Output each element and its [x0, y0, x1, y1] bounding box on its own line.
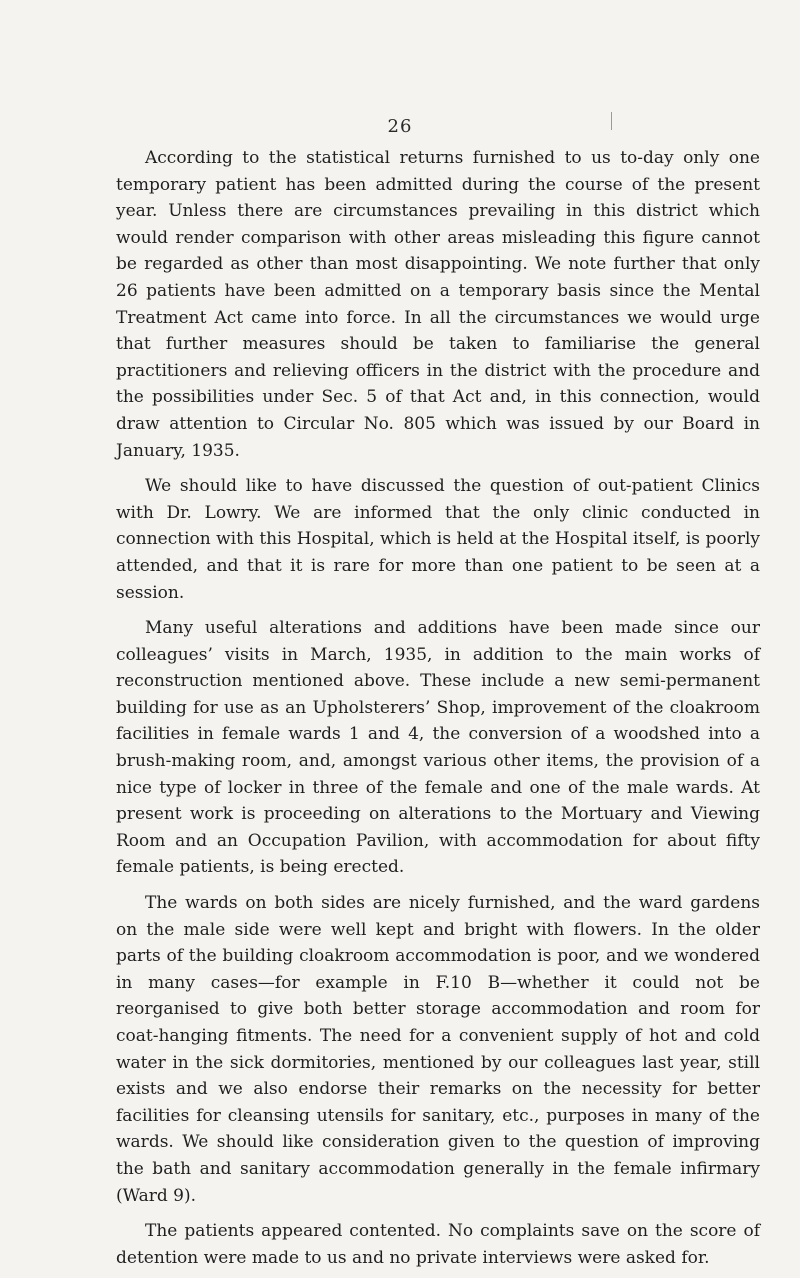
paragraph-patients: The patients appeared contented. No complaints save on the score of detention were made to us and no private interviews were asked for. — [116, 1221, 760, 1268]
paragraph-wards: The wards on both sides are nicely furnished, and the ward gardens on the male side were well kept and bright with flowers. In the older parts of the building cloakroom accommodation is poor, and we wondered in many cases—for example in F.10 B—whether it could not be reorganised to give both better storage accommodation and room for coat-hanging fitments. The need for a convenient supply of hot and cold water in the sick dormitories, mentioned by our colleagues last year, still exists and we also endorse their remarks on the necessity for better facilities for cleansing utensils for sanitary, etc., purposes in many of the wards. We should like consideration given to the question of improving the bath and sanitary accommodation generally in the female infirmary (Ward 9). — [116, 893, 760, 1206]
paragraph-alterations: Many useful alterations and additions have been made since our colleagues’ visits in March, 1935, in addition to the main works of reconstruction mentioned above. These include a new semi-permanent building for use as an Upholsterers’ Shop, improvement of the cloakroom facilities in female wards 1 and 4, the conversion of a woodshed into a brush-making room, and, amongst various other items, the provision of a nice type of locker in three of the female and one of the male wards. At present work is proceeding on alterations to the Mortuary and Viewing Room and an Occupation Pavilion, with accommodation for about fifty female patients, is being erected. — [116, 618, 760, 878]
page-number: 26 — [387, 116, 413, 137]
body-text — [116, 145, 760, 1271]
paragraph-out-patient-clinics: We should like to have discussed the question of out-patient Clinics with Dr. Lowry. We are informed that the only clinic conducted in connection with this Hospital, which is held at the Hospital itself, is poorly attended, and that it is rare for more than one patient to be seen at a session. — [116, 476, 760, 603]
paragraph-temporary-patients: According to the statistical returns furnished to us to-day only one temporary patient has been admitted during the course of the present year. Unless there are circumstances prevailing in this district which would render comparison with other areas misleading this figure cannot be regarded as other than most disappointing. We note further that only 26 patients have been admitted on a temporary basis since the Mental Treatment Act came into force. In all the circumstances we would urge that further measures should be taken to familiarise the general practitioners and relieving officers in the district with the procedure and the possibilities under Sec. 5 of that Act and, in this connection, would draw attention to Circular No. 805 which was issued by our Board in January, 1935. — [116, 148, 760, 461]
